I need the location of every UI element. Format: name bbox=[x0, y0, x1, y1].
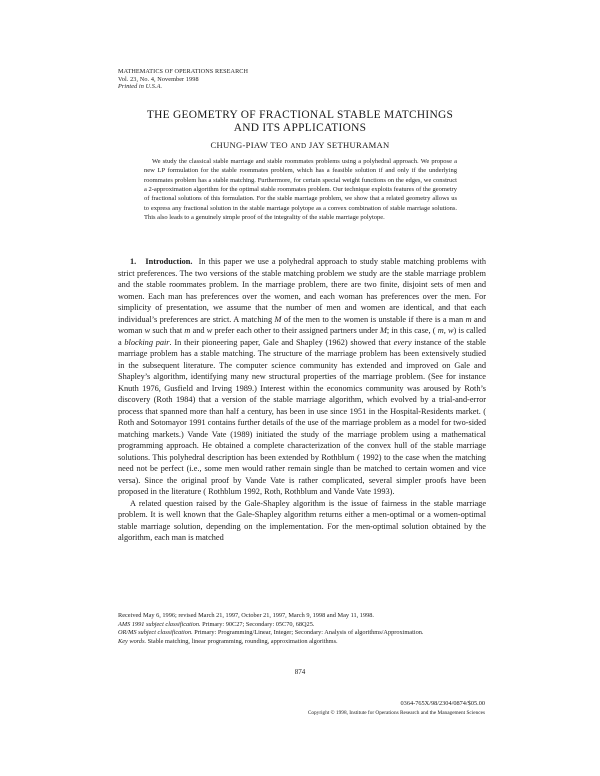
text-run: instance of the stable marriage problem has a stable matching. The structure of the marriage problem has been extensively studied in the subsequent literature. The computer science community has extended and improved on Gale and Shapley’s algorithm, identifying many new structural properties of the marriage problem. (See for instance Knuth 1976, Gusfield and Irving 1989.) Interest within the economics community was aroused by Roth’s discovery (Roth 1984) that a version of the stable marriage algorithm, which evolved by a trial-and-error process that spanned more than half a century, has been in use since 1951 in the Hospital-Residents market. ( Roth and Sotomayor 1991 contains further details of the use of the marriage problem as a model for two-sided matching markets.) Vande Vate (1989) initiated the study of the marriage problem using a mathematical programming approach. He obtained a complete characterization of the convex hull of the stable marriage solutions. This polyhedral description has been extended by Rothblum ( 1992) to the case when the matching need not be perfect (i.e., some men would rather remain single than be matched to certain women and vice versa). Since the original proof by Vande Vate is rather complicated, several simpler proofs have been proposed in the literature ( Rothblum 1992, Roth, Rothblum and Vande Vate 1993). bbox=[118, 337, 486, 496]
text-run: ) is called a bbox=[118, 326, 486, 347]
math-var: w bbox=[206, 326, 213, 335]
section-title: Introduction. bbox=[145, 257, 193, 266]
journal-header bbox=[118, 68, 248, 91]
math-var: M bbox=[274, 314, 282, 324]
received-note: Received May 6, 1996; revised March 21, 1997, October 21, 1997, March 9, 1998 and May 11, 1998. bbox=[118, 612, 374, 619]
footnote-label: OR/MS subject classification. bbox=[118, 629, 193, 637]
footnote-text: Primary: Programming/Linear, Integer; Secondary: Analysis of algorithms/Approximation. bbox=[192, 629, 424, 637]
intro-paragraph-2: A related question raised by the Gale-Shapley algorithm is the issue of fairness in the stable marriage problem. It is well known that the Gale-Shapley algorithm returns either a men-optimal or a women-optimal stable marriage solution, depending on the implementation. For the men-optimal solution obtained by the algorithm, each man is matched bbox=[118, 498, 486, 542]
footnotes bbox=[118, 612, 486, 646]
journal-name: MATHEMATICS OF OPERATIONS RESEARCH bbox=[118, 68, 249, 75]
journal-volume: Vol. 23, No. 4, November 1998 bbox=[118, 75, 199, 83]
footnote-label: Key words. bbox=[118, 637, 147, 645]
math-var: w bbox=[144, 326, 151, 335]
text-run: In this paper we use a polyhedral approach to study stable matching problems with strict preferences. The two versions of the stable matching problem we study are the stable marriage problem and the stable roommates problem. In the marriage problem, there are two finite, disjoint sets of men and women. Each man has preferences over the women, and each woman has preferences over the men. For simplicity of presentation, we assume that the number of men and women are identical, and that each individual’s preferences are strict. A matching bbox=[118, 257, 486, 324]
math-var: M bbox=[379, 326, 387, 335]
ams-classification bbox=[118, 621, 486, 630]
page-number: 874 bbox=[294, 668, 306, 676]
text-run: prefer each other to their assigned partners under bbox=[212, 326, 380, 335]
text-run: of the men to the women is unstable if there is a man bbox=[281, 314, 466, 324]
author-1: CHUNG-PIAW TEO bbox=[210, 140, 288, 150]
authors bbox=[100, 140, 500, 150]
math-var: m bbox=[465, 314, 472, 324]
footnote-label: AMS 1991 subject classification. bbox=[118, 620, 201, 628]
intro-paragraph-1 bbox=[118, 256, 486, 498]
title-line-1: THE GEOMETRY OF FRACTIONAL STABLE MATCHINGS bbox=[146, 109, 454, 121]
title-line-2: AND ITS APPLICATIONS bbox=[233, 122, 367, 134]
text-run: ; in this case, ( bbox=[386, 326, 438, 335]
text-run: and woman bbox=[118, 314, 486, 335]
journal-printed: Printed in U.S.A. bbox=[118, 83, 163, 91]
math-var: m, w bbox=[437, 326, 454, 335]
text-run: and bbox=[190, 326, 207, 335]
emphasis-term: blocking pair bbox=[124, 337, 170, 347]
abstract-text: We study the classical stable marriage and stable roommates problems using a polyhedral approach. We propose a new LP formulation for the stable roommates problem, which has a feasible solution if and only if the underlying roommates problem has a stable matching. Furthermore, for certain special weight functions on the edges, we construct a 2-approximation algorithm for the optimal stable roommates problem. Our technique exploits features of the geometry of fractional solutions of this formulation. For the stable marriage problem, we show that a related geometry allows us to express any fractional solution in the stable marriage polytope as a convex combination of stable marriage solutions. This also leads to a genuinely simple proof of the integrality of the stable marriage polytope. bbox=[144, 158, 457, 222]
publication-code: 0364-765X/98/2304/0874/$05.00 bbox=[400, 700, 485, 707]
section-number: 1. bbox=[130, 257, 137, 266]
footnote-text: Primary: 90C27; Secondary: 05C70, 68Q25. bbox=[200, 620, 315, 628]
orms-classification bbox=[118, 629, 486, 638]
footnote-text: Stable matching, linear programming, rounding, approximation algorithms. bbox=[146, 637, 338, 645]
text-run: . In their pioneering paper, Gale and Shapley (1962) showed that bbox=[169, 337, 394, 347]
author-2: JAY SETHURAMAN bbox=[308, 140, 390, 150]
body-text bbox=[118, 256, 486, 544]
math-var: m bbox=[184, 326, 191, 335]
authors-and: AND bbox=[290, 142, 307, 150]
abstract bbox=[144, 157, 457, 222]
copyright-notice: Copyright © 1998, Institute for Operations Research and the Management Sciences bbox=[307, 710, 485, 716]
emphasis-term: every bbox=[393, 337, 412, 347]
text-run: such that bbox=[150, 326, 185, 335]
key-words bbox=[118, 638, 486, 647]
paper-title bbox=[100, 109, 500, 135]
